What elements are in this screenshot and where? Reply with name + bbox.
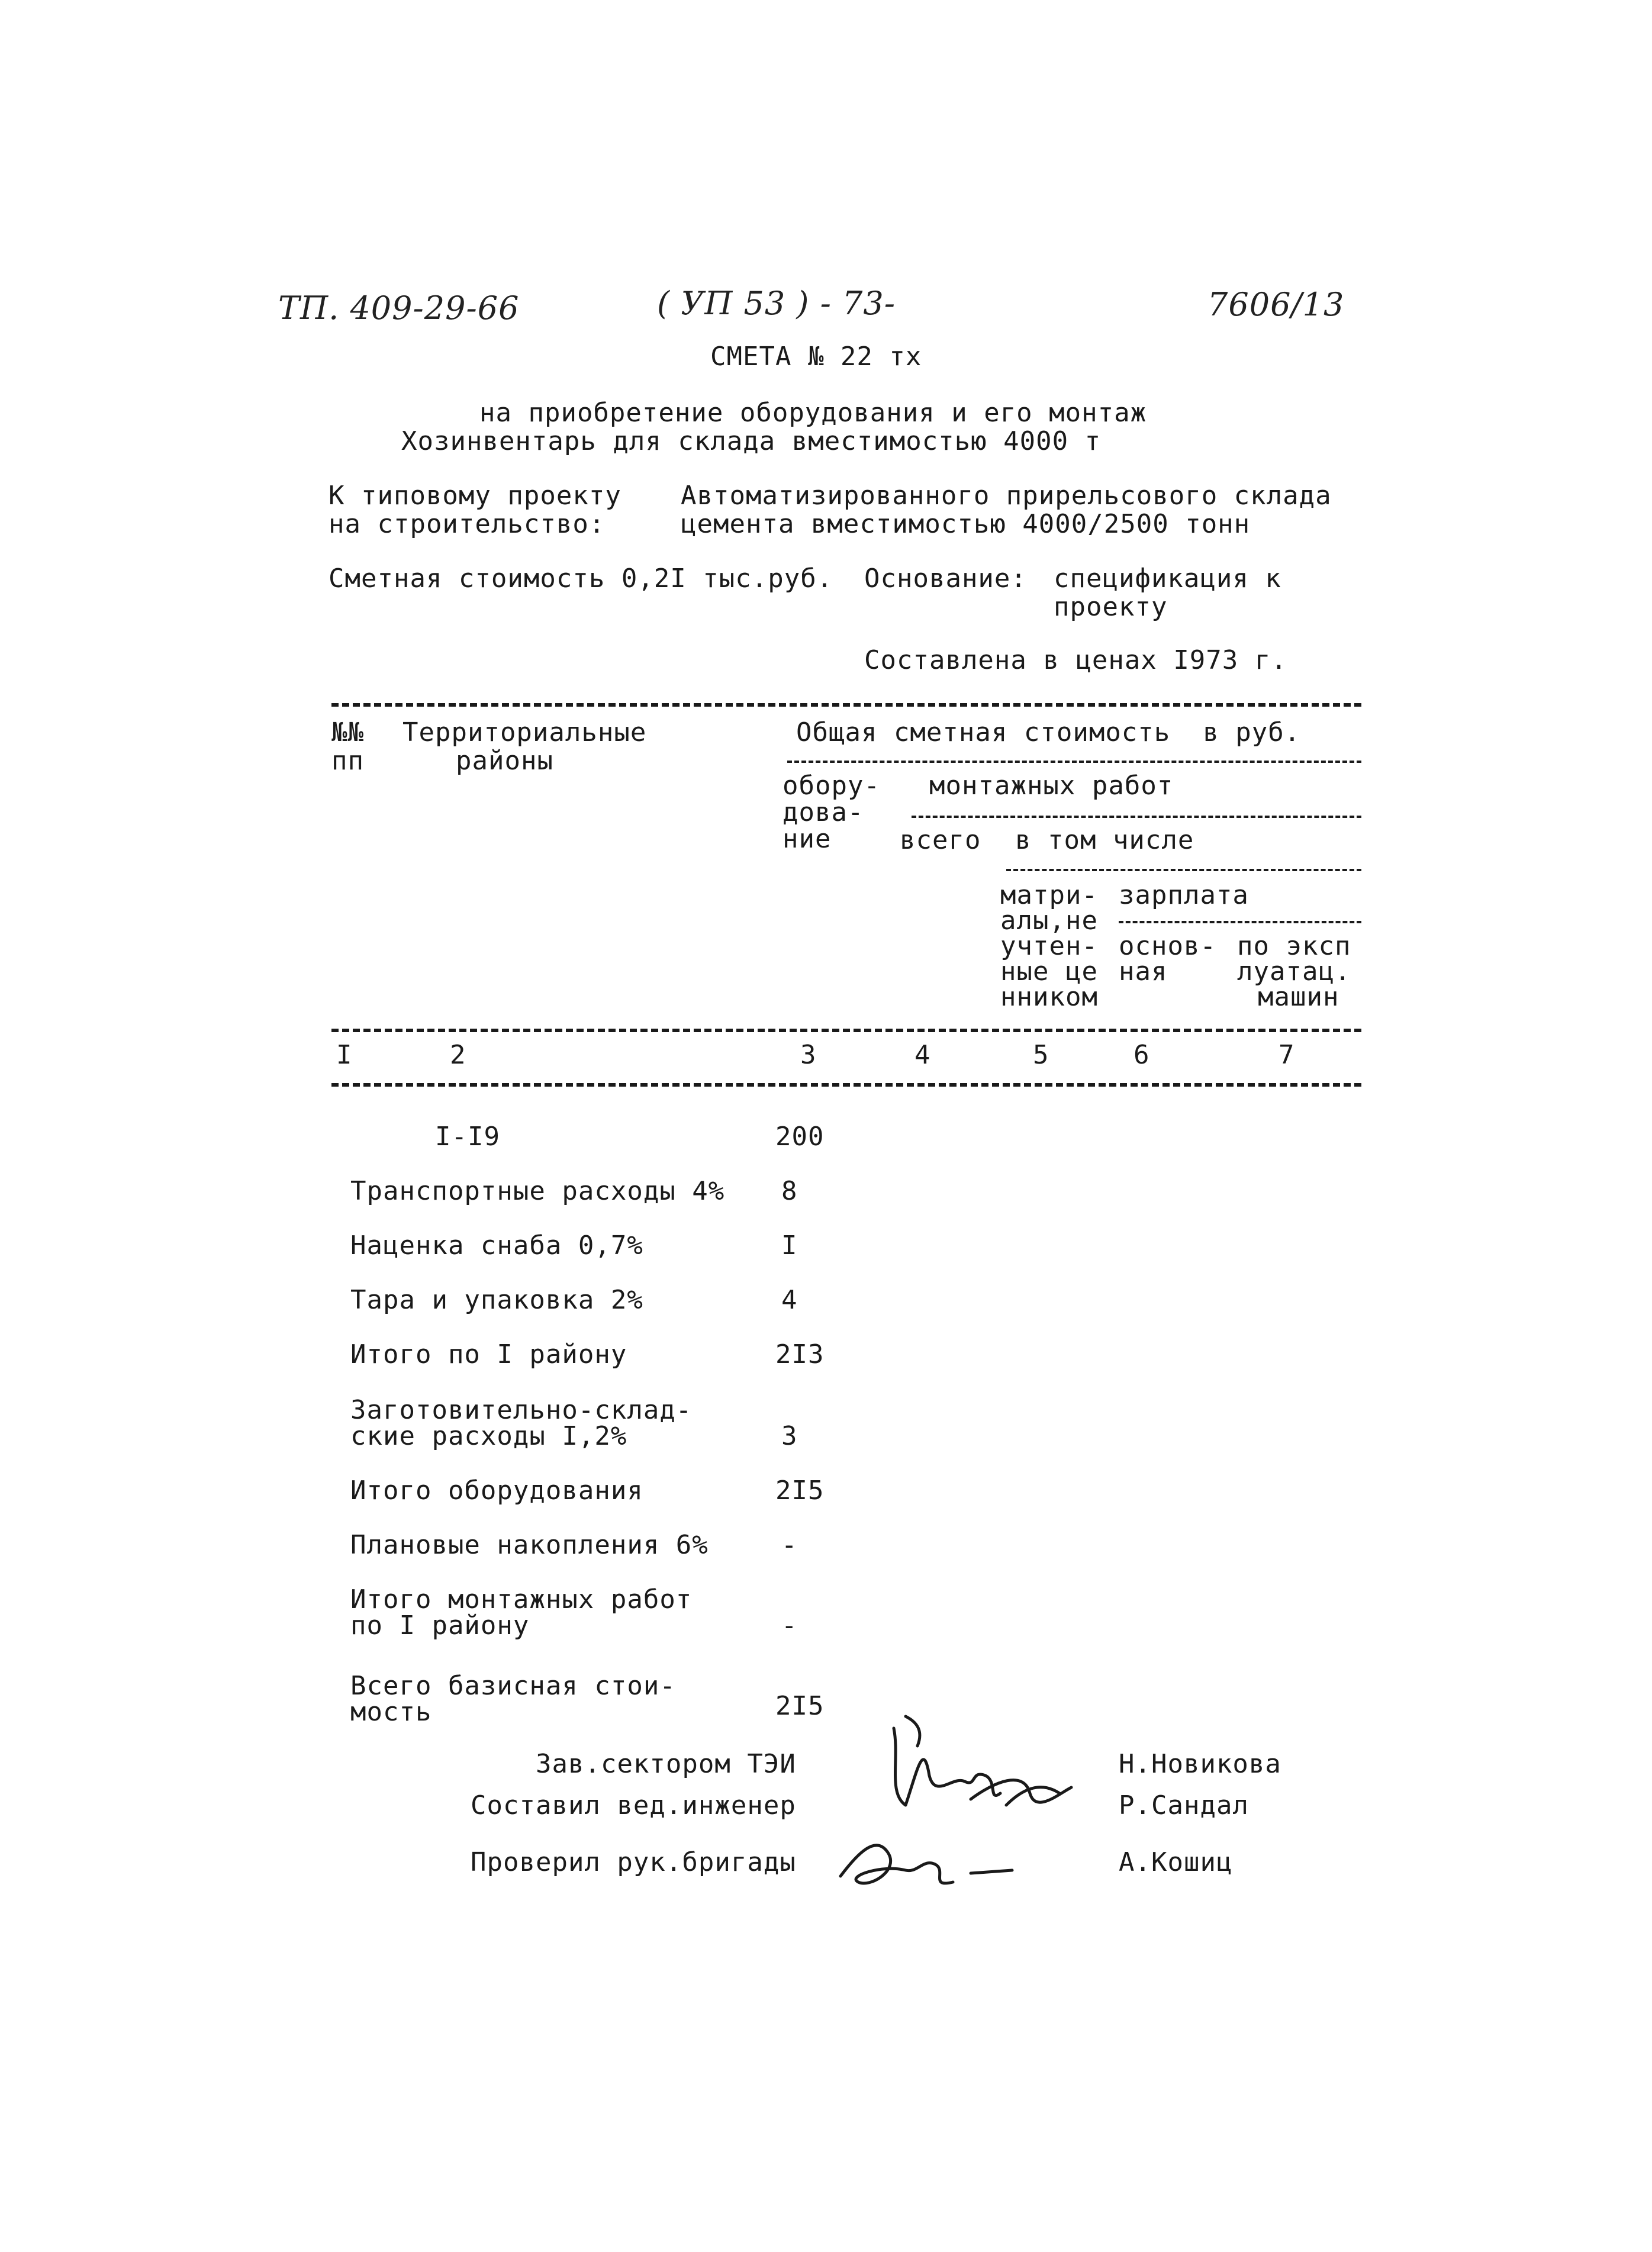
table-row-value: 2I3	[775, 1339, 825, 1370]
table-row-label: Плановые накопления 6%	[350, 1530, 709, 1560]
total-cost-header: Общая сметная стоимость в руб.	[796, 717, 1301, 748]
table-row-label: Итого по I району	[350, 1339, 627, 1370]
basis-label: Основание:	[864, 563, 1027, 594]
table-row-value: I	[781, 1230, 798, 1261]
rule-1	[787, 761, 1361, 763]
equipment-header-1: обору-	[782, 771, 880, 801]
title-line-2: Хозинвентарь для склада вместимостью 4000 т	[401, 426, 1102, 456]
table-row-label-2: мость	[350, 1697, 432, 1727]
col-no-header: №№	[331, 717, 364, 748]
table-row-value: 200	[775, 1122, 825, 1152]
table-row-value: 8	[781, 1176, 798, 1206]
equipment-header-2: дова-	[782, 797, 864, 827]
table-row-value: 3	[781, 1421, 798, 1451]
rule-2	[912, 816, 1361, 818]
table-row-label: Итого оборудования	[350, 1475, 643, 1506]
table-row-label: Заготовительно-склад-	[350, 1395, 693, 1425]
series-code: ( УП 53 ) - 73-	[657, 285, 896, 322]
base-wage-header-2: ная	[1119, 956, 1168, 987]
including-header: в том числе	[1015, 825, 1194, 855]
total-header: всего	[900, 825, 981, 855]
materials-header-1: матри-	[1000, 880, 1098, 910]
machine-op-header-3: машин	[1258, 982, 1339, 1012]
project-value-2: цемента вместимостью 4000/2500 тонн	[681, 509, 1251, 539]
table-row-value: 4	[781, 1285, 798, 1315]
table-row-label: Транспортные расходы 4%	[350, 1176, 725, 1206]
header-bottom-rule	[331, 1029, 1361, 1032]
table-row-label-2: ские расходы I,2%	[350, 1421, 627, 1451]
base-wage-header-1: основ-	[1119, 931, 1216, 961]
signature-role-2: Составил вед.инженер	[471, 1790, 796, 1821]
rule-4	[1119, 921, 1361, 923]
handwritten-signature-1	[882, 1705, 1083, 1823]
doc-code: ТП. 409-29-66	[278, 289, 520, 327]
table-row-value: -	[781, 1610, 798, 1641]
project-label-1: К типовому проекту	[329, 481, 621, 511]
col-number-6: 6	[1133, 1040, 1150, 1070]
col-number-2: 2	[450, 1040, 466, 1070]
materials-header-5: нником	[1000, 982, 1098, 1012]
table-row-label: Итого монтажных работ	[350, 1584, 693, 1615]
signature-name-3: А.Кошиц	[1119, 1847, 1233, 1877]
col-number-3: 3	[800, 1040, 817, 1070]
machine-op-header-1: по эксп	[1237, 931, 1351, 961]
signature-role-1: Зав.сектором ТЭИ	[536, 1749, 796, 1779]
col-no-header-2: пп	[331, 746, 364, 776]
rule-3	[1006, 869, 1361, 871]
col-number-4: 4	[914, 1040, 931, 1070]
estimated-cost: Сметная стоимость 0,2I тыс.руб.	[329, 563, 833, 594]
col-region-header-2: районы	[456, 746, 553, 776]
table-row-label-2: по I району	[350, 1610, 530, 1641]
archive-number: 7606/13	[1207, 286, 1345, 323]
table-row-value: -	[781, 1530, 798, 1560]
signature-name-1: Н.Новикова	[1119, 1749, 1281, 1779]
materials-header-4: ные це	[1000, 956, 1098, 987]
table-row-label: Всего базисная стои-	[350, 1671, 676, 1701]
title-line-1: на приобретение оборудования и его монтаж	[479, 398, 1147, 428]
estimate-title: СМЕТА № 22 тх	[710, 341, 922, 372]
table-top-rule	[331, 703, 1361, 707]
numbers-bottom-rule	[331, 1083, 1361, 1087]
signature-name-2: Р.Сандал	[1119, 1790, 1249, 1821]
table-row-label: Тара и упаковка 2%	[350, 1285, 643, 1315]
project-label-2: на строительство:	[329, 509, 606, 539]
basis-value-1: спецификация к	[1054, 563, 1281, 594]
price-basis: Составлена в ценах I973 г.	[864, 645, 1287, 675]
machine-op-header-2: луатац.	[1237, 956, 1351, 987]
handwritten-signature-2	[835, 1829, 1024, 1900]
wage-header: зарплата	[1119, 880, 1249, 910]
materials-header-2: алы,не	[1000, 906, 1098, 936]
materials-header-3: учтен-	[1000, 931, 1098, 961]
table-row-label: I-I9	[435, 1122, 500, 1152]
col-region-header: Территориальные	[402, 717, 647, 748]
project-value-1: Автоматизированного прирельсового склада	[681, 481, 1332, 511]
equipment-header-3: ние	[782, 824, 832, 854]
table-row-label: Наценка снаба 0,7%	[350, 1230, 643, 1261]
installation-header: монтажных работ	[929, 771, 1174, 801]
col-number-7: 7	[1279, 1040, 1295, 1070]
basis-value-2: проекту	[1054, 592, 1168, 622]
col-number-5: 5	[1033, 1040, 1049, 1070]
col-number-1: I	[336, 1040, 353, 1070]
table-row-value: 2I5	[775, 1475, 825, 1506]
signature-role-3: Проверил рук.бригады	[471, 1847, 796, 1877]
table-row-value: 2I5	[775, 1691, 825, 1721]
